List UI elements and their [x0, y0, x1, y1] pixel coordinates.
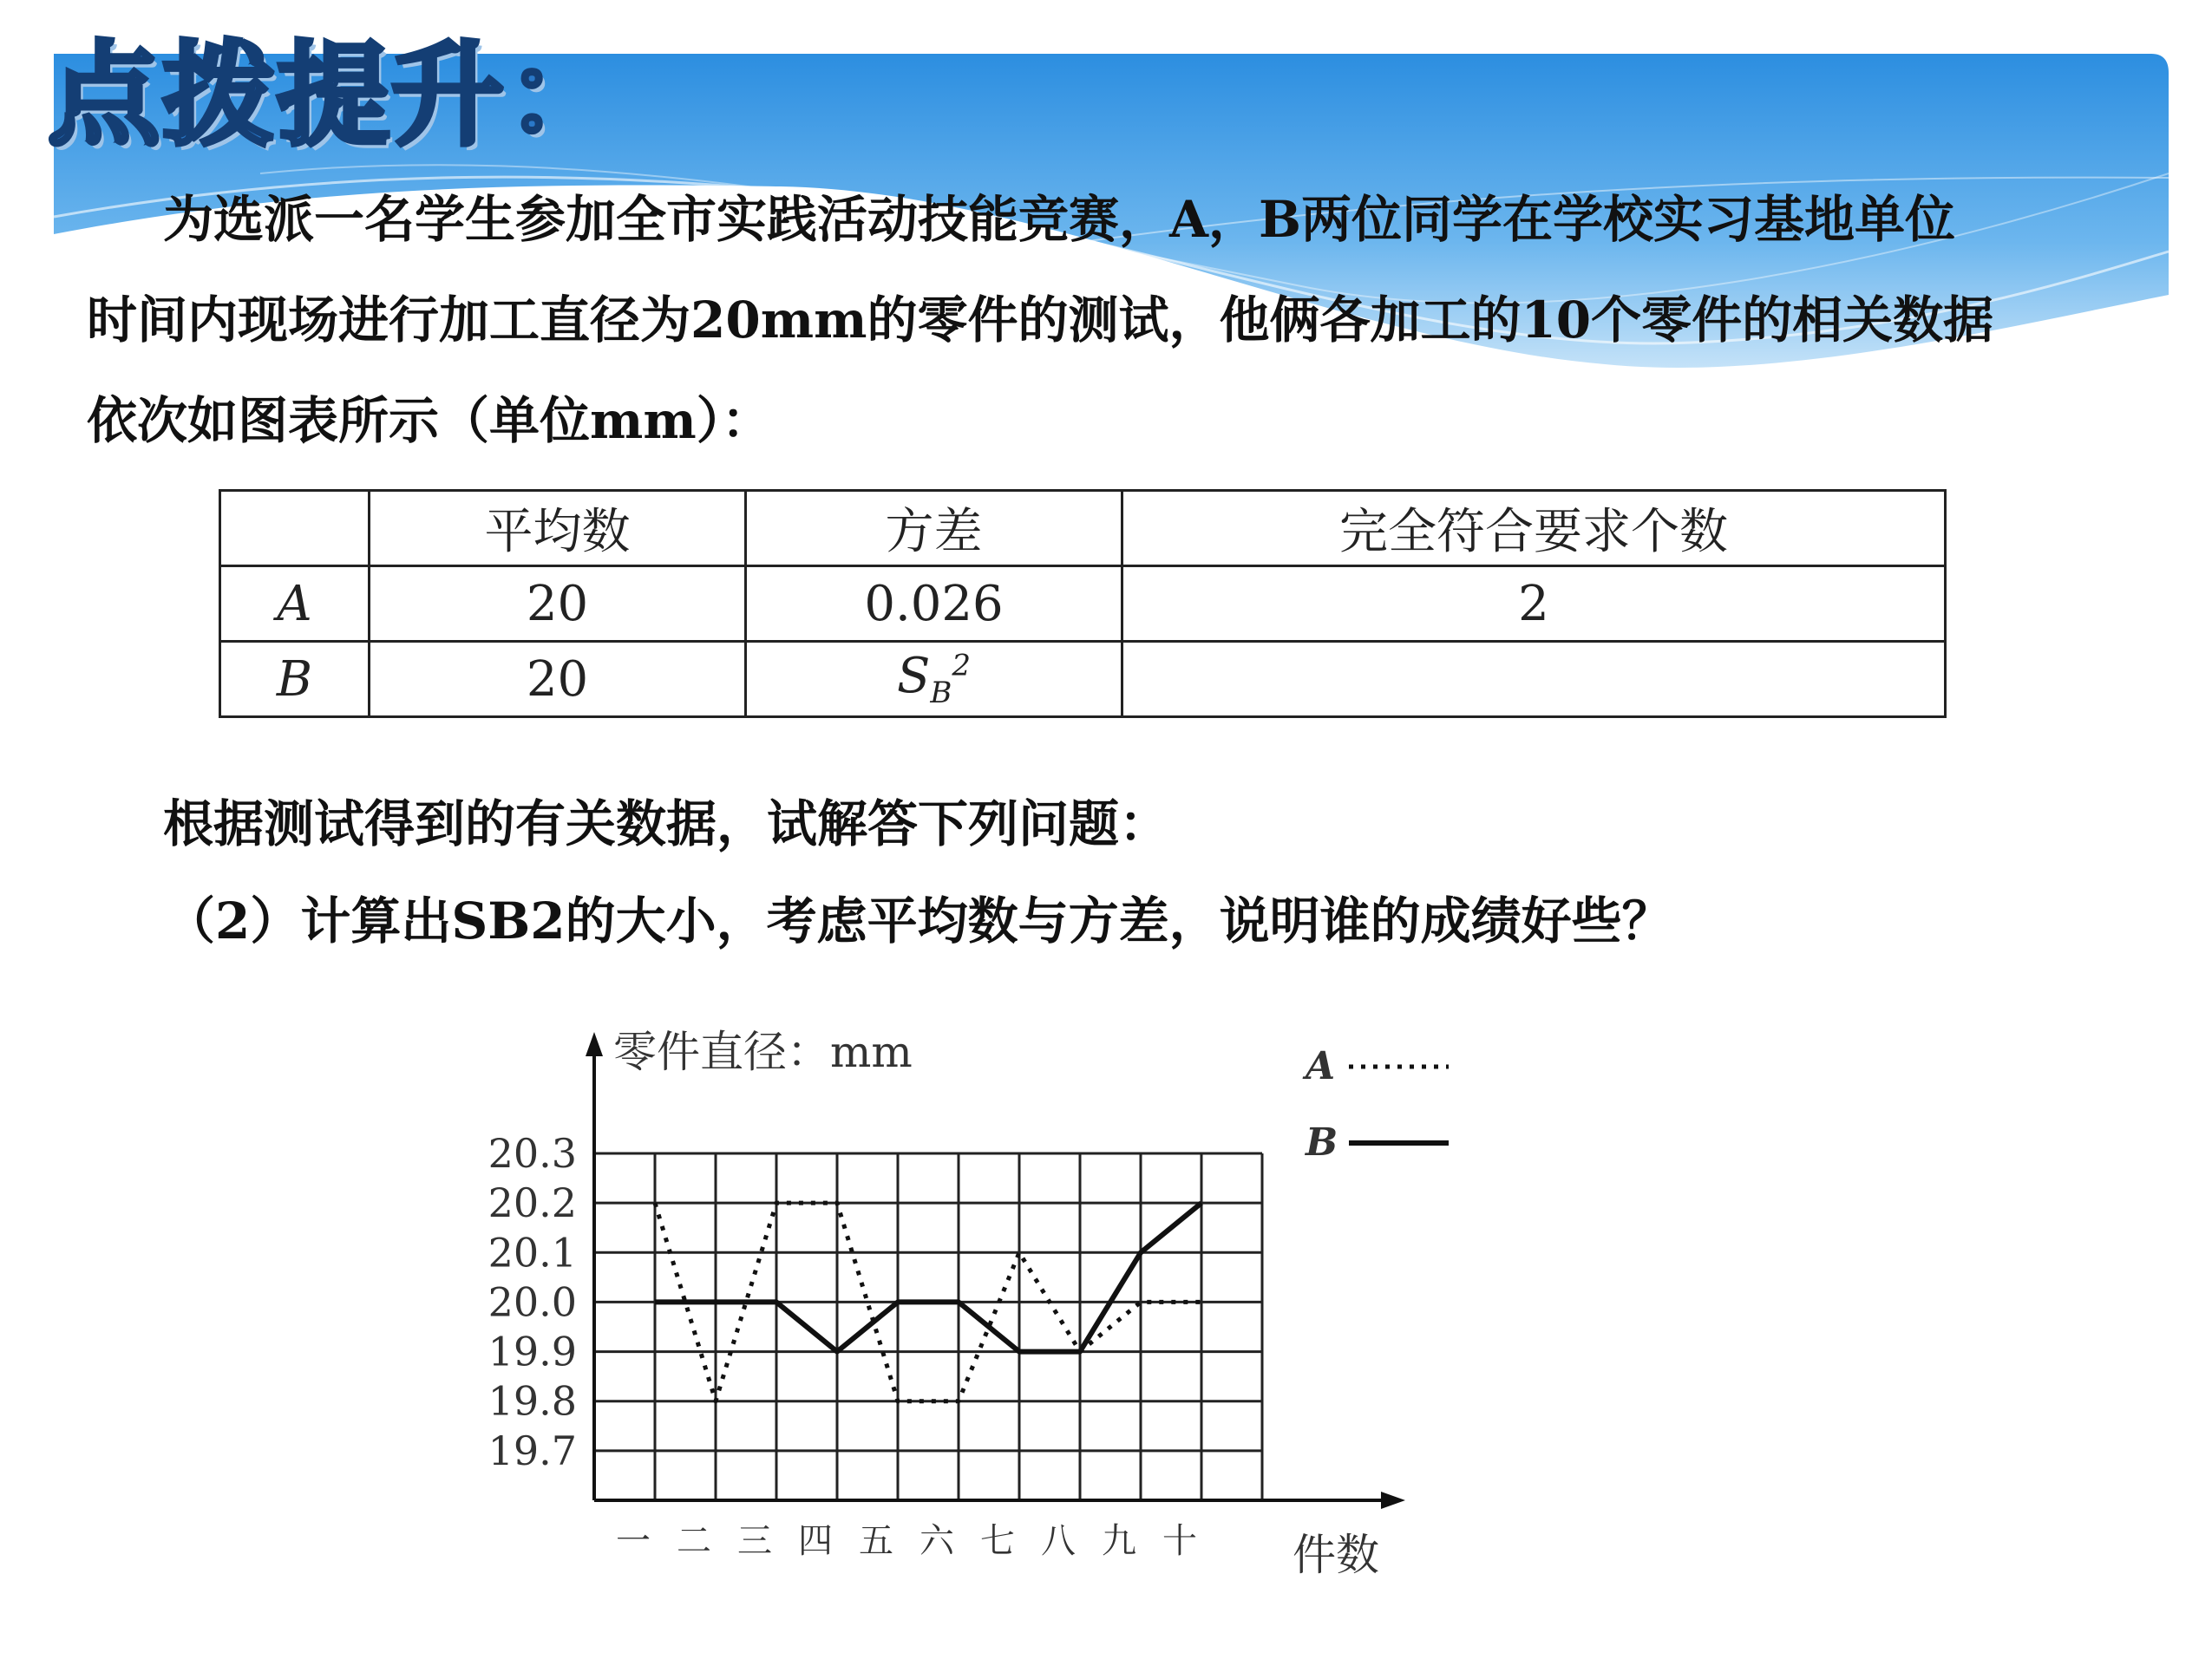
table-header-cell: 完全符合要求个数 [1122, 491, 1946, 566]
y-axis-arrow [586, 1032, 603, 1056]
y-tick-label: 19.9 [488, 1328, 577, 1375]
variance-b-symbol: $S_B^2$ [746, 642, 1122, 717]
x-tick-label: 十 [1162, 1521, 1197, 1561]
y-tick-label: 20.3 [488, 1130, 577, 1177]
mean-b: 20 [370, 642, 746, 717]
table-row [220, 566, 1946, 642]
intro-line-1: 为选派一名学生参加全市实践活动技能竞赛，A，B两位同学在学校实习基地单位 [163, 190, 1956, 249]
x-tick-label: 七 [980, 1521, 1015, 1561]
question-2: （2）计算出SB2的大小，考虑平均数与方差，说明谁的成绩好些？ [165, 892, 1672, 950]
legend-label: A [1306, 1044, 1336, 1088]
mean-a: 20 [370, 566, 746, 642]
row-label-b: B [220, 642, 370, 717]
diameter-line-chart [451, 1015, 1492, 1596]
table-header-cell [220, 491, 370, 566]
x-tick-label: 九 [1102, 1521, 1136, 1561]
y-tick-label: 20.2 [488, 1179, 577, 1227]
table-header-cell: 平均数 [370, 491, 746, 566]
question-intro: 根据测试得到的有关数据，试解答下列问题： [163, 794, 1170, 853]
row-label-a: A [220, 566, 370, 642]
x-tick-label: 二 [677, 1521, 711, 1561]
stats-table [219, 489, 1947, 718]
x-tick-label: 四 [798, 1521, 833, 1561]
y-tick-label: 19.7 [488, 1427, 577, 1474]
x-tick-label: 五 [859, 1521, 893, 1561]
intro-line-2: 时间内现场进行加工直径为20mm的零件的测试，他俩各加工的10个零件的相关数据 [87, 291, 1994, 349]
legend-label: B [1306, 1120, 1338, 1165]
x-tick-label: 三 [737, 1521, 772, 1561]
intro-line-3: 依次如图表所示（单位mm）： [87, 391, 772, 450]
y-tick-label: 19.8 [488, 1377, 577, 1425]
y-tick-label: 20.1 [488, 1229, 577, 1277]
intro-paragraph [87, 169, 2151, 471]
table-row [220, 642, 1946, 717]
table-header-cell: 方差 [746, 491, 1122, 566]
table-header-row [220, 491, 1946, 566]
x-tick-label: 八 [1041, 1521, 1076, 1561]
y-tick-label: 20.0 [488, 1278, 577, 1326]
variance-a: 0.026 [746, 566, 1122, 642]
count-a: 2 [1122, 566, 1946, 642]
x-axis-arrow [1381, 1492, 1405, 1509]
count-b [1122, 642, 1946, 717]
x-axis-title: 件数 [1293, 1530, 1379, 1580]
y-axis-title: 零件直径：mm [613, 1027, 913, 1077]
x-tick-label: 六 [919, 1521, 954, 1561]
page-title: 点拨提升： [48, 29, 621, 161]
x-tick-label: 一 [616, 1521, 651, 1561]
